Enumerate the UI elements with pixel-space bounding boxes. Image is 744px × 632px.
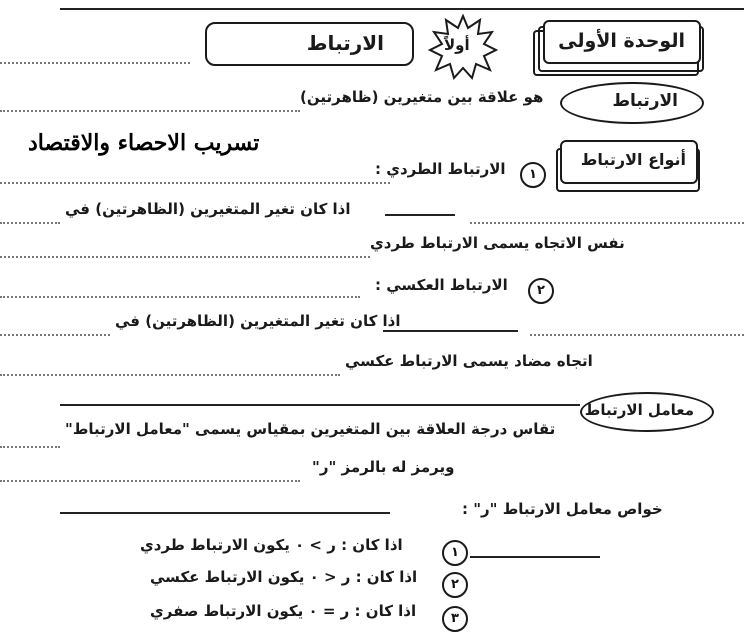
ruled-line — [0, 334, 110, 336]
unit-title-box — [543, 20, 701, 64]
coefficient-line2: ويرمز له بالرمز "ر" — [312, 458, 455, 476]
positive-number: ١ — [520, 162, 546, 188]
ruled-line — [0, 222, 60, 224]
property-item-number: ٣ — [442, 606, 468, 632]
ruled-line — [0, 446, 60, 448]
property-item-number: ١ — [442, 540, 468, 566]
watermark-text: تسريب الاحصاء والاقتصاد — [28, 130, 260, 156]
ruled-line — [0, 256, 370, 258]
negative-heading: الارتباط العكسي : — [375, 276, 508, 294]
types-title: أنواع الارتباط — [580, 150, 686, 169]
ruled-line — [0, 110, 300, 112]
definition-text: هو علاقة بين متغيرين (ظاهرتين) — [300, 88, 544, 106]
ruled-line — [0, 296, 360, 298]
ruled-line — [0, 182, 390, 184]
types-title-box — [560, 140, 698, 184]
ruled-line — [0, 480, 300, 482]
top-rule — [60, 8, 744, 10]
topic-box — [205, 22, 414, 66]
definition-term-oval — [560, 82, 704, 124]
ruled-line — [0, 374, 340, 376]
positive-heading: الارتباط الطردي : — [375, 160, 506, 178]
properties-heading: خواص معامل الارتباط "ر" : — [462, 500, 663, 518]
property-item-text: اذا كان : ر = ٠ يكون الارتباط صفري — [150, 602, 417, 620]
blank-line — [383, 330, 518, 332]
ruled-line — [470, 222, 744, 224]
coefficient-line1: تقاس درجة العلاقة بين المتغيرين بمقياس يسمى "معامل الارتباط" — [65, 420, 556, 438]
negative-line2: اتجاه مضاد يسمى الارتباط عكسي — [345, 352, 593, 370]
negative-line1: اذا كان تغير المتغيرين (الظاهرتين) في — [115, 312, 401, 330]
section-divider — [60, 512, 390, 514]
property-item-number: ٢ — [442, 572, 468, 598]
property-item-text: اذا كان : ر < ٠ يكون الارتباط عكسي — [150, 568, 418, 586]
definition-term: الارتباط — [612, 91, 678, 111]
section-divider — [60, 404, 580, 406]
coefficient-title-oval — [580, 392, 714, 432]
positive-line1: اذا كان تغير المتغيرين (الظاهرتين) في — [65, 200, 351, 218]
property-item-text: اذا كان : ر > ٠ يكون الارتباط طردي — [140, 536, 403, 554]
blank-line — [385, 214, 455, 216]
topic-title: الارتباط — [306, 31, 384, 55]
first-label: أولاً — [444, 36, 470, 54]
coefficient-title: معامل الارتباط — [584, 401, 694, 419]
ruled-line — [0, 62, 190, 64]
positive-line2: نفس الاتجاه يسمى الارتباط طردي — [370, 234, 625, 252]
blank-line — [470, 556, 600, 558]
unit-title: الوحدة الأولى — [558, 30, 685, 52]
ruled-line — [530, 334, 744, 336]
negative-number: ٢ — [528, 278, 554, 304]
